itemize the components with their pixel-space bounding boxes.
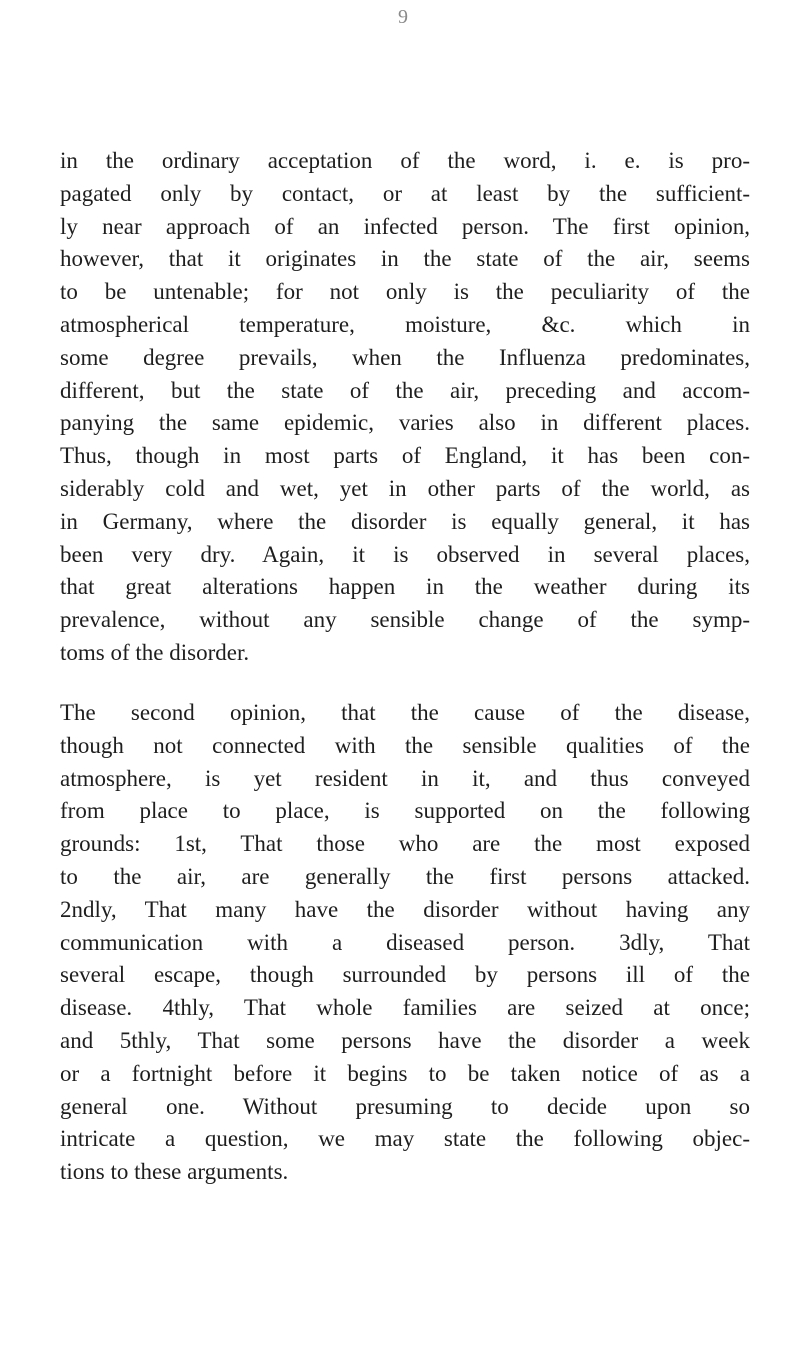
text-line: pagated only by contact, or at least by the sufficient- (60, 180, 750, 206)
text-line: atmosphere, is yet resident in it, and thus conveyed (60, 765, 750, 791)
text-line: general one. Without presuming to decide upon so (60, 1093, 750, 1119)
text-line: however, that it originates in the state of the air, seems (60, 246, 750, 272)
paragraph-2 (60, 697, 750, 1189)
text-line: several escape, though surrounded by persons ill of the (60, 962, 750, 988)
text-line: intricate a question, we may state the following objec- (60, 1126, 750, 1152)
text-line: some degree prevails, when the Influenza predominates, (60, 344, 750, 370)
text-line: in the ordinary acceptation of the word, i. e. is pro- (60, 148, 750, 173)
text-line: ly near approach of an infected person. The first opinion, (60, 213, 750, 239)
text-line: different, but the state of the air, preceding and accom- (60, 377, 750, 403)
text-line: to be untenable; for not only is the peculiarity of the (60, 279, 750, 305)
text-line: communication with a diseased person. 3dly, That (60, 929, 750, 955)
text-line: disease. 4thly, That whole families are seized at once; (60, 995, 750, 1021)
paragraph-1 (60, 145, 750, 670)
text-line: that great alterations happen in the weather during its (60, 574, 750, 600)
text-line: and 5thly, That some persons have the disorder a week (60, 1027, 750, 1053)
text-line: 2ndly, That many have the disorder without having any (60, 896, 750, 922)
text-line: been very dry. Again, it is observed in several places, (60, 541, 750, 567)
text-line: tions to these arguments. (60, 1159, 289, 1185)
text-line: toms of the disorder. (60, 639, 250, 665)
text-line: though not connected with the sensible qualities of the (60, 732, 750, 758)
text-line: panying the same epidemic, varies also in different places. (60, 410, 750, 436)
text-line: prevalence, without any sensible change of the symp- (60, 607, 750, 633)
text-line: in Germany, where the disorder is equally general, it has (60, 508, 750, 534)
text-line: atmospherical temperature, moisture, &c. which in (60, 311, 750, 337)
text-line: or a fortnight before it begins to be taken notice of as a (60, 1060, 750, 1086)
text-line: grounds: 1st, That those who are the most exposed (60, 831, 750, 857)
text-line: The second opinion, that the cause of the disease, (60, 700, 750, 725)
text-line: Thus, though in most parts of England, it has been con- (60, 443, 750, 469)
text-line: to the air, are generally the first persons attacked. (60, 863, 750, 889)
text-line: siderably cold and wet, yet in other parts of the world, as (60, 475, 750, 501)
text-line: from place to place, is supported on the following (60, 798, 750, 824)
page-number: 9 (398, 6, 408, 28)
